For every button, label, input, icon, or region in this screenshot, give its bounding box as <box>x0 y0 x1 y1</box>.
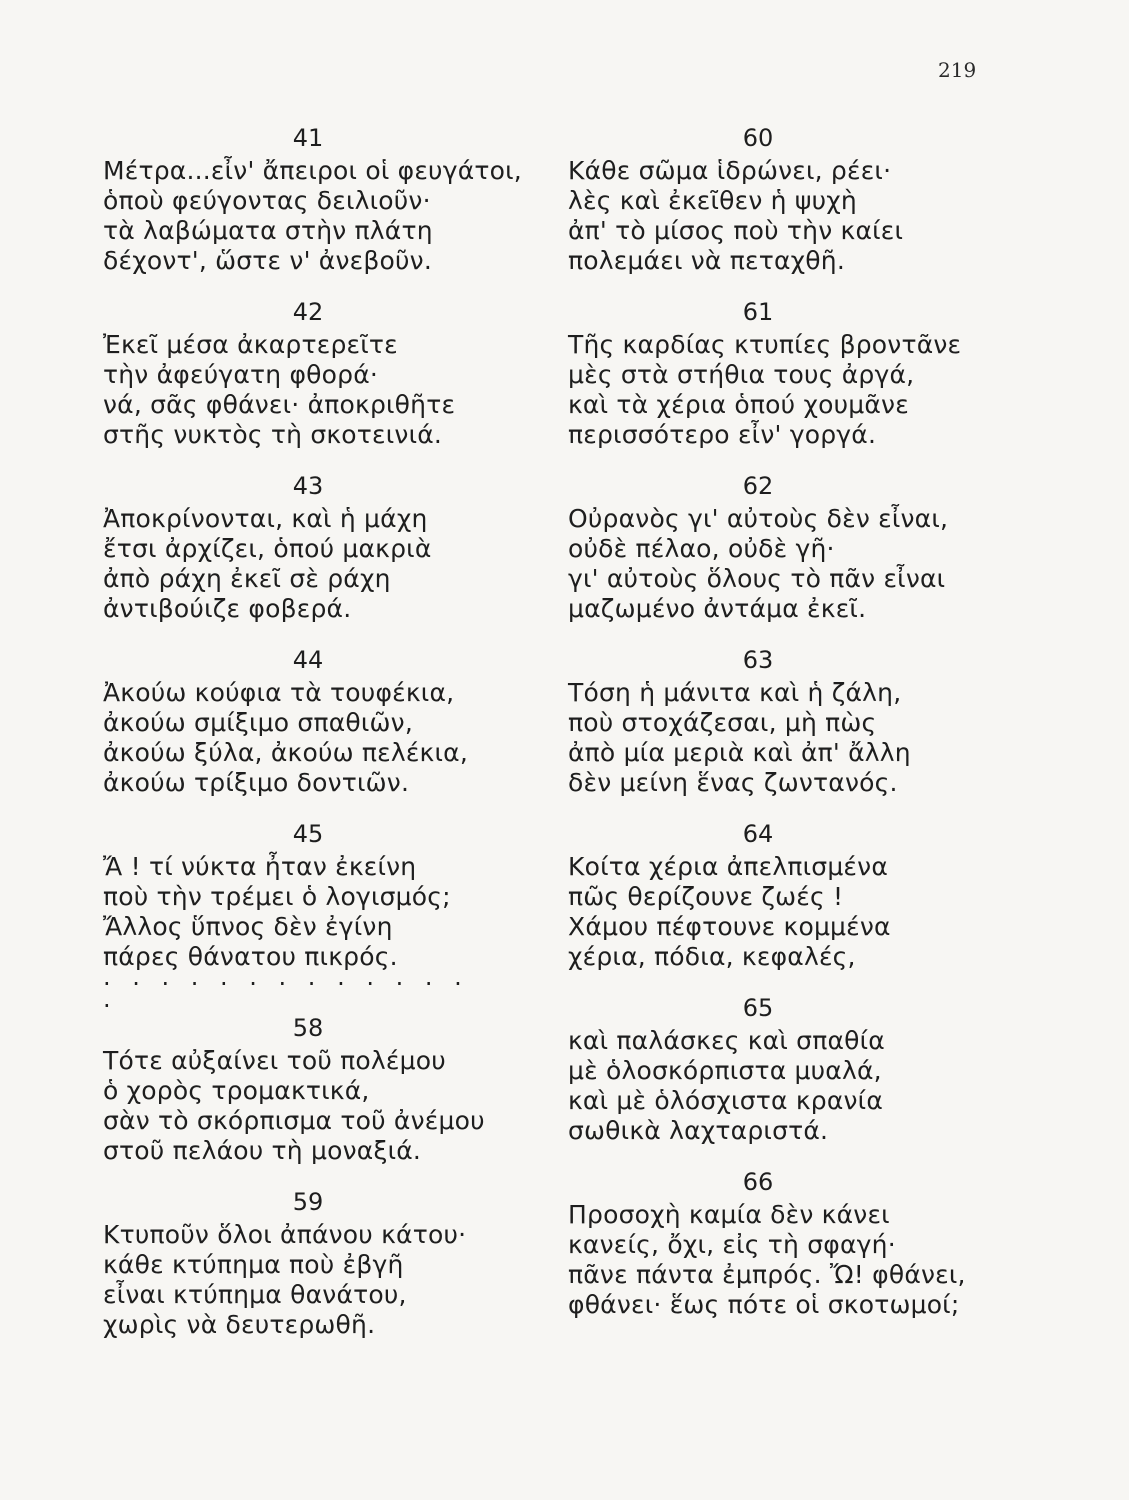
verse-line: πάρες θάνατου πικρός. <box>103 942 398 971</box>
stanza-62 <box>568 468 978 624</box>
stanza-60 <box>568 120 978 276</box>
stanza-number: 44 <box>292 646 324 674</box>
verse-line: ἀκούω ξύλα, ἀκούω πελέκια, <box>103 738 468 767</box>
stanza-61 <box>568 294 978 450</box>
stanza-number: 63 <box>742 646 774 674</box>
stanza-66 <box>568 1164 978 1320</box>
ellipsis-row: . . . . . . . . . . . . . . <box>103 963 469 1013</box>
verse-line: χέρια, πόδια, κεφαλές, <box>568 942 856 971</box>
verse-line: ἀπὸ ράχη ἐκεῖ σὲ ράχη <box>103 564 391 593</box>
verse-line: Χάμου πέφτουνε κομμένα <box>568 912 891 941</box>
stanza-number: 41 <box>292 124 324 152</box>
verse-line: λὲς καὶ ἐκεῖθεν ἡ ψυχὴ <box>568 186 857 215</box>
verse-line: Προσοχὴ καμία δὲν κάνει <box>568 1200 890 1229</box>
verse-line: Τότε αὐξαίνει τοῦ πολέμου <box>103 1046 446 1075</box>
verse-line: τὰ λαβώματα στὴν πλάτη <box>103 216 433 245</box>
stanza-41 <box>103 120 522 276</box>
stanza-number: 61 <box>742 298 774 326</box>
stanza-number: 42 <box>292 298 324 326</box>
stanza-42 <box>103 294 483 450</box>
stanza-number: 65 <box>742 994 774 1022</box>
stanza-number: 59 <box>292 1188 324 1216</box>
stanza-64 <box>568 816 978 972</box>
verse-line: ὁ χορὸς τρομακτικά, <box>103 1076 370 1105</box>
verse-line: πῶς θερίζουνε ζωές ! <box>568 882 844 911</box>
stanza-number: 64 <box>742 820 774 848</box>
verse-line: μὲ ὁλοσκόρπιστα μυαλά, <box>568 1056 882 1085</box>
stanza-58 <box>103 1010 483 1166</box>
verse-line: Ἀκούω κούφια τὰ τουφέκια, <box>103 678 455 707</box>
verse-line: ποὺ στοχάζεσαι, μὴ πὼς <box>568 708 877 737</box>
verse-line: γι' αὐτοὺς ὅλους τὸ πᾶν εἶναι <box>568 564 946 593</box>
stanza-number: 45 <box>292 820 324 848</box>
verse-line: πολεμάει νὰ πεταχθῆ. <box>568 246 845 275</box>
verse-line: ἀπ' τὸ μίσος ποὺ τὴν καίει <box>568 216 904 245</box>
verse-line: ἔτσι ἀρχίζει, ὁπού μακριὰ <box>103 534 432 563</box>
verse-line: Ἐκεῖ μέσα ἀκαρτερεῖτε <box>103 330 398 359</box>
verse-line: σὰν τὸ σκόρπισμα τοῦ ἀνέμου <box>103 1106 485 1135</box>
page-number: 219 <box>938 58 977 82</box>
verse-line: ἀπὸ μία μεριὰ καὶ ἀπ' ἄλλη <box>568 738 911 767</box>
right-column <box>568 120 978 1338</box>
verse-line: στῆς νυκτὸς τὴ σκοτεινιά. <box>103 420 443 449</box>
verse-line: μαζωμένο ἀντάμα ἐκεῖ. <box>568 594 867 623</box>
verse-line: καὶ τὰ χέρια ὁπού χουμᾶνε <box>568 390 909 419</box>
verse-line: δὲν μείνη ἕνας ζωντανός. <box>568 768 898 797</box>
verse-line: Μέτρα...εἶν' ἄπειροι οἱ φευγάτοι, <box>103 156 522 185</box>
stanza-number: 43 <box>292 472 324 500</box>
verse-line: σωθικὰ λαχταριστά. <box>568 1116 829 1145</box>
verse-line: οὐδὲ πέλαο, οὐδὲ γῆ· <box>568 534 835 563</box>
verse-line: δέχοντ', ὥστε ν' ἀνεβοῦν. <box>103 246 432 275</box>
verse-line: Κτυποῦν ὅλοι ἀπάνου κάτου· <box>103 1220 467 1249</box>
stanza-number: 60 <box>742 124 774 152</box>
verse-line: ἀντιβούιζε φοβερά. <box>103 594 352 623</box>
verse-line: ἀκούω σμίξιμο σπαθιῶν, <box>103 708 413 737</box>
verse-line: φθάνει· ἕως πότε οἱ σκοτωμοί; <box>568 1290 960 1319</box>
verse-line: κανείς, ὄχι, εἰς τὴ σφαγή· <box>568 1230 896 1259</box>
verse-line: Ἄλλος ὕπνος δὲν ἐγίνη <box>103 912 393 941</box>
stanza-63 <box>568 642 978 798</box>
verse-line: νά, σᾶς φθάνει· ἀποκριθῆτε <box>103 390 456 419</box>
stanza-45 <box>103 816 483 972</box>
verse-line: καὶ μὲ ὁλόσχιστα κρανία <box>568 1086 884 1115</box>
stanza-number: 66 <box>742 1168 774 1196</box>
stanza-43 <box>103 468 483 624</box>
verse-line: Κοίτα χέρια ἀπελπισμένα <box>568 852 888 881</box>
verse-line: κάθε κτύπημα ποὺ ἐβγῆ <box>103 1250 404 1279</box>
verse-line: ἀκούω τρίξιμο δοντιῶν. <box>103 768 410 797</box>
verse-line: ὁποὺ φεύγοντας δειλιοῦν· <box>103 186 431 215</box>
verse-line: εἶναι κτύπημα θανάτου, <box>103 1280 407 1309</box>
verse-line: Ἀποκρίνονται, καὶ ἡ μάχη <box>103 504 428 533</box>
verse-line: χωρὶς νὰ δευτερωθῆ. <box>103 1310 376 1339</box>
verse-line: ποὺ τὴν τρέμει ὁ λογισμός; <box>103 882 451 911</box>
verse-line: τὴν ἀφεύγατη φθορά· <box>103 360 379 389</box>
verse-line: Κάθε σῶμα ἱδρώνει, ρέει· <box>568 156 892 185</box>
stanza-65 <box>568 990 978 1146</box>
verse-line: πᾶνε πάντα ἐμπρός. Ὤ! φθάνει, <box>568 1260 966 1289</box>
verse-line: καὶ παλάσκες καὶ σπαθία <box>568 1026 885 1055</box>
stanza-number: 62 <box>742 472 774 500</box>
verse-line: στοῦ πελάου τὴ μοναξιά. <box>103 1136 422 1165</box>
verse-line: Ἄ ! τί νύκτα ἦταν ἐκείνη <box>103 852 417 881</box>
verse-line: Τόση ἡ μάνιτα καὶ ἡ ζάλη, <box>568 678 902 707</box>
stanza-44 <box>103 642 483 798</box>
verse-line: περισσότερο εἶν' γοργά. <box>568 420 877 449</box>
stanza-number: 58 <box>292 1014 324 1042</box>
verse-line: Τῆς καρδίας κτυπίες βροντᾶνε <box>568 330 962 359</box>
left-column <box>103 120 522 1358</box>
stanza-59 <box>103 1184 483 1340</box>
verse-line: Οὐρανὸς γι' αὐτοὺς δὲν εἶναι, <box>568 504 949 533</box>
verse-line: μὲς στὰ στήθια τους ἀργά, <box>568 360 915 389</box>
